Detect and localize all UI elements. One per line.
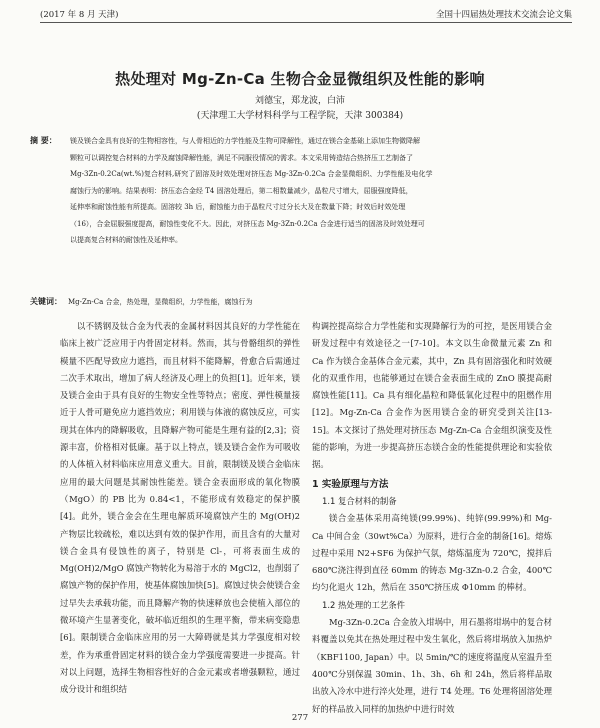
abstract-line: 颗粒可以调控复合材料的力学及腐蚀降解性能，满足不同服役情况的需求。本文采用铸造结合热挤压工艺制备了 bbox=[70, 153, 413, 162]
section-heading: 1 实验原理与方法 bbox=[312, 478, 389, 490]
subsection-heading: 1.2 热处理的工艺条件 bbox=[322, 599, 405, 610]
paragraph-heat-treatment: Mg-3Zn-0.2Ca 合金放入坩埚中，用石墨将坩埚中的复合材料覆盖以免其在热处理过程中发生氧化，然后将坩埚放入加热炉（KBF1100, Japan）中。以 5min/℃的速度将温度从室温升至 400℃分别保温 30min、1h、3h、6h 和 24h，然后将样品取出放入冷水中进行淬火处理，进行 T4 处理。T6 处理将固溶处理好的样品放入同样的加热炉中进行时效 bbox=[312, 617, 552, 714]
intro-paragraph: 以不锈钢及钛合金为代表的金属材料因其良好的力学性能在临床上被广泛应用于内骨固定材料。然而，其与骨骼组织的弹性模量不匹配导致应力遮挡，而且材料不能降解，骨愈合后需通过二次手术取出，增加了病人经济及心理上的负担[1]。近年来，镁及镁合金由于具有良好的生物安全性等特点；密度、弹性模量接近于人骨可避免应力遮挡效应；利用镁与体液的腐蚀反应，可实现其在体内的降解吸收，且降解产物可能是生理有益的[2,3]；资源丰富，价格相对低廉。基于以上特点，镁及镁合金作为可吸收的人体植入材料临床应用意义重大。目前，限制镁及镁合金临床应用的最大问题是其耐蚀性能差。镁合金表面形成的氧化物膜（MgO）的 PB 比为 0.84<1，不能形成有效稳定的保护膜[4]。此外，镁合金会在生理电解质环境腐蚀产生的 Mg(OH)2 产物层比较疏松，难以达到有效的保护作用，而且含有的大量对镁合金具有侵蚀性的离子，特别是 Cl-，可将表面生成的 Mg(OH)2/MgO 腐蚀产物转化为易溶于水的 MgCl2，也削弱了腐蚀产物的保护作用，使基体腐蚀加快[5]。腐蚀过快会使镁合金过早失去承载功能，而且降解产物的快速释放也会使植入部位的微环境产生显著变化，破坏临近组织的生理平衡，带来病变隐患[6]。限制镁合金临床应用的另一大障碍就是其力学强度相对较差，作为承重骨固定材料的镁合金力学强度需要进一步提高。针对以上问题，选择生物相容性好的合金元素或者增强颗粒，通过成分设计和组织结 bbox=[60, 321, 300, 695]
right-column bbox=[312, 318, 552, 718]
abstract-line: 以提高复合材料的耐蚀性及延伸率。 bbox=[70, 236, 182, 244]
abstract-line: 延伸率和耐蚀性能有所提高。固溶较 3h 后，耐蚀能力由于晶粒尺寸过分长大及在数量下降；时效后时效处理 bbox=[70, 203, 406, 211]
subsection-heading: 1.1 复合材料的制备 bbox=[322, 495, 397, 506]
page-number: 277 bbox=[291, 713, 309, 723]
abstract-line: 腐蚀行为的影响。结果表明：挤压态合金经 T4 固溶处理后，第二相数量减少，晶粒尺寸增大，屈服强度降低， bbox=[70, 186, 413, 195]
keywords bbox=[30, 296, 550, 307]
abstract-line: Mg-3Zn-0.2Ca(wt.%)复合材料,研究了固溶及时效处理对挤压态 Mg-3Zn-0.2Ca 合金显微组织、力学性能及电化学 bbox=[70, 170, 433, 178]
abstract bbox=[30, 133, 550, 249]
header-rule bbox=[40, 22, 572, 23]
paper-title: 热处理对 Mg-Zn-Ca 生物合金显微组织及性能的影响 bbox=[115, 70, 485, 88]
header-left: (2017 年 8 月 天津) bbox=[40, 10, 119, 20]
keywords-label: 关键词： bbox=[30, 297, 62, 306]
paragraph-preparation: 镁合金基体采用高纯镁(99.99%)、纯锌(99.99%)和 Mg-Ca 中间合金（30wt%Ca）为原料，进行合金的制备[16]。熔炼过程中采用 N2+SF6 为保护气氛，熔炼温度为 720℃，搅拌后 680℃浇注得到直径 60mm 的铸态 Mg-3Zn-0.2 合金，400℃均匀化退火 12h，然后在 350℃挤压成 Φ10mm 的棒材。 bbox=[312, 513, 552, 593]
intro-continued: 构调控提高综合力学性能和实现降解行为的可控，是医用镁合金研发过程中有效途径之一[7-10]。本文以生命微量元素 Zn 和 Ca 作为镁合金基体合金元素，其中，Zn 具有固溶强化和时效硬化的双重作用，也能够通过在镁合金表面生成的 ZnO 膜提高耐腐蚀性能[11]。Ca 具有细化晶粒和降低氧化过程中的阻燃作用[12]。Mg-Zn-Ca 合金作为医用镁合金的研究受到关注[13-15]。本文探讨了热处理对挤压态 Mg-Zn-Ca 合金组织演变及性能的影响，为进一步提高挤压态镁合金的性能提供理论和实验依据。 bbox=[312, 321, 552, 470]
abstract-line: 镁及镁合金具有良好的生物相容性，与人骨相近的力学性能及生物可降解性，通过在镁合金基础上添加生物微降解 bbox=[70, 137, 420, 145]
affiliation: (天津理工大学材料科学与工程学院，天津 300384) bbox=[196, 111, 404, 121]
left-column bbox=[60, 318, 300, 699]
abstract-label: 摘 要： bbox=[30, 136, 57, 145]
abstract-line: （16），合金屈服强度提高，耐蚀性变化不大。因此，对挤压态 Mg-3Zn-0.2Ca 合金进行适当的固溶及时效处理可 bbox=[70, 219, 425, 228]
keywords-text: Mg-Zn-Ca 合金，热处理，显微组织，力学性能，腐蚀行为 bbox=[68, 297, 253, 306]
authors: 刘德宝，郑龙波，白沛 bbox=[254, 96, 345, 106]
header-right: 全国十四届热处理技术交流会论文集 bbox=[435, 10, 572, 20]
running-header bbox=[40, 8, 572, 20]
